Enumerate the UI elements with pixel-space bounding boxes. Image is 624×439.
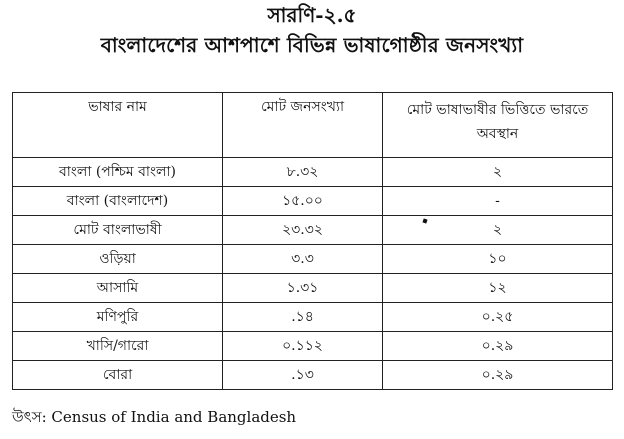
table-row (13, 187, 613, 216)
population-cell: ১৫.০০ (223, 187, 383, 216)
population-cell: ১.৩১ (223, 274, 383, 303)
table-row (13, 361, 613, 390)
rank-cell: ০.২৯ (383, 332, 613, 361)
rank-cell: ০.২৫ (383, 303, 613, 332)
language-cell: মোট বাংলাভাষী (13, 216, 223, 245)
india-rank-header-text: মোট ভাষাভাষীর ভিত্তিতে ভারতে অবস্থান (406, 102, 589, 142)
rank-cell: ২ (383, 216, 613, 245)
total-population-header: মোট জনসংখ্যা (223, 93, 383, 158)
table-row (13, 332, 613, 361)
rank-cell: ০.২৯ (383, 361, 613, 390)
population-cell: ৩.৩ (223, 245, 383, 274)
language-cell: বাংলা (পশ্চিম বাংলা) (13, 158, 223, 187)
language-cell: মণিপুরি (13, 303, 223, 332)
language-cell: খাসি/গারো (13, 332, 223, 361)
language-name-header: ভাষার নাম (13, 93, 223, 158)
table-row (13, 245, 613, 274)
table-row (13, 216, 613, 245)
table-number: সারণি-২.৫ (267, 3, 357, 27)
language-cell: বাংলা (বাংলাদেশ) (13, 187, 223, 216)
india-rank-header (383, 93, 613, 158)
table-title: বাংলাদেশের আশপাশে বিভিন্ন ভাষাগোষ্ঠীর জনসংখ্যা (100, 33, 524, 57)
population-cell: ০.১১২ (223, 332, 383, 361)
population-cell: .১৩ (223, 361, 383, 390)
table-header-row (13, 93, 613, 158)
rank-cell: ১২ (383, 274, 613, 303)
population-cell: .১৪ (223, 303, 383, 332)
population-table (12, 92, 613, 390)
language-cell: ওড়িয়া (13, 245, 223, 274)
table-row (13, 274, 613, 303)
rank-cell: ১০ (383, 245, 613, 274)
population-cell: ৮.৩২ (223, 158, 383, 187)
language-cell: বোরা (13, 361, 223, 390)
rank-cell: - (383, 187, 613, 216)
source-note: উৎস: Census of India and Bangladesh (12, 408, 297, 426)
population-cell: ২৩.৩২ (223, 216, 383, 245)
language-cell: আসামি (13, 274, 223, 303)
rank-cell: ২ (383, 158, 613, 187)
table-row (13, 158, 613, 187)
table-row (13, 303, 613, 332)
